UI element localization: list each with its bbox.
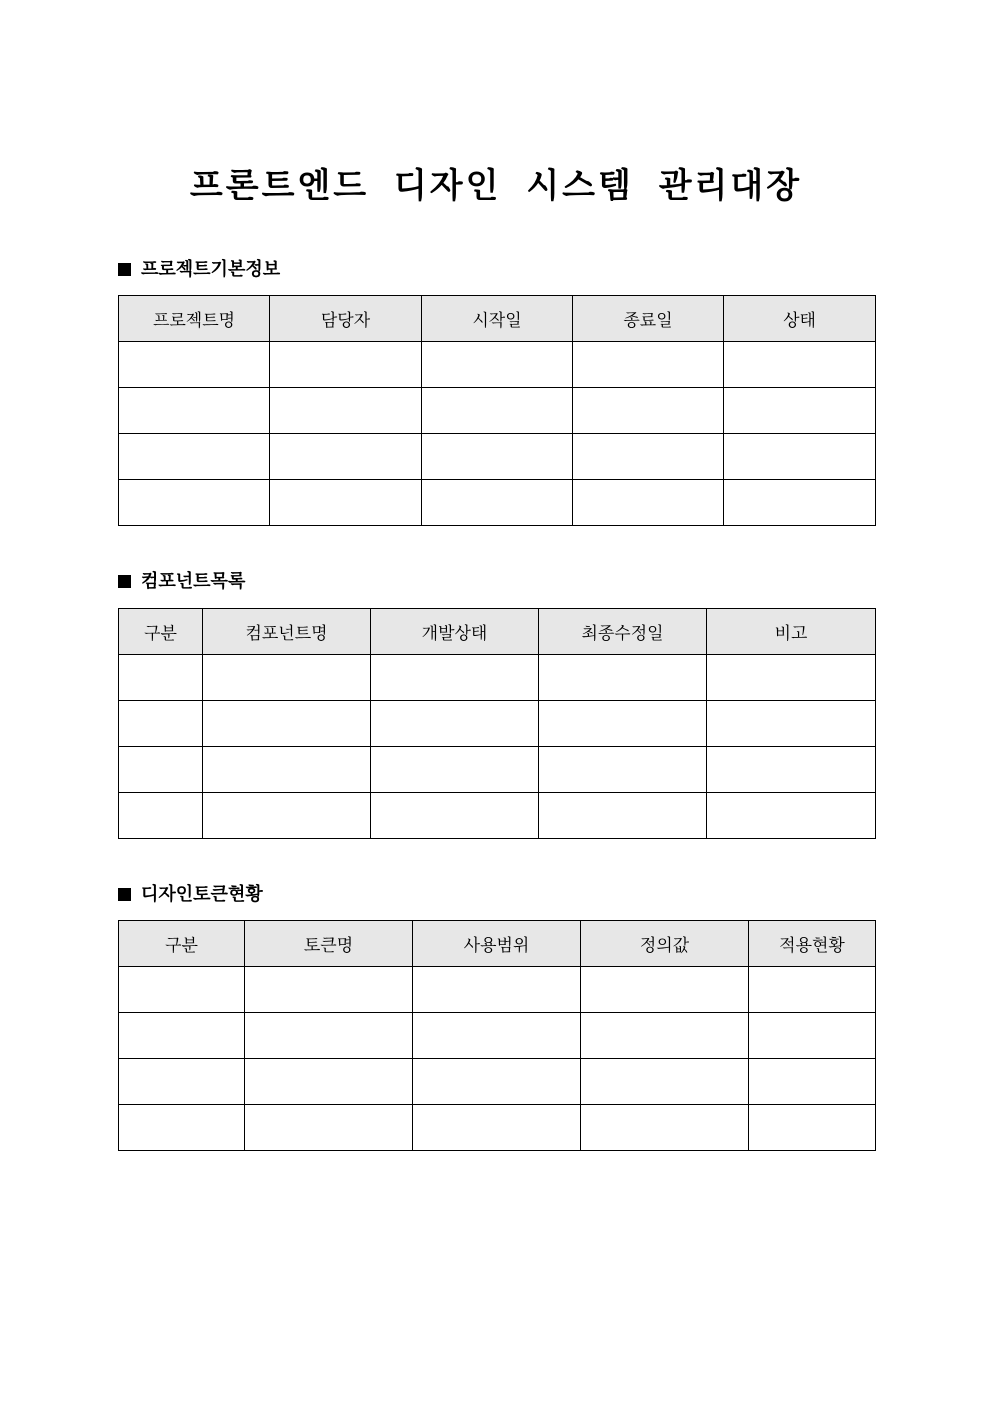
table-row	[119, 480, 876, 526]
column-header: 토큰명	[245, 921, 413, 967]
table-cell[interactable]	[573, 434, 724, 480]
table-cell[interactable]	[573, 342, 724, 388]
column-header: 비고	[707, 609, 876, 655]
table-cell[interactable]	[270, 480, 422, 526]
table-cell[interactable]	[203, 793, 371, 839]
table-cell[interactable]	[749, 1013, 876, 1059]
table-row	[119, 747, 876, 793]
table-cell[interactable]	[203, 701, 371, 747]
table-cell[interactable]	[749, 1059, 876, 1105]
table-cell[interactable]	[119, 967, 245, 1013]
document-title: 프론트엔드 디자인 시스템 관리대장	[189, 166, 803, 206]
table-cell[interactable]	[724, 342, 876, 388]
table-cell[interactable]	[422, 342, 573, 388]
column-header: 구분	[119, 921, 245, 967]
table-row	[119, 342, 876, 388]
table-cell[interactable]	[371, 747, 539, 793]
table-cell[interactable]	[539, 655, 707, 701]
table-cell[interactable]	[119, 793, 203, 839]
table-cell[interactable]	[119, 480, 270, 526]
table-cell[interactable]	[119, 747, 203, 793]
table-row	[119, 1105, 876, 1151]
table-cell[interactable]	[581, 967, 749, 1013]
section-heading-label: 디자인토큰현황	[141, 884, 263, 905]
column-header: 적용현황	[749, 921, 876, 967]
table-cell[interactable]	[119, 1059, 245, 1105]
table-cell[interactable]	[573, 388, 724, 434]
table-cell[interactable]	[707, 793, 876, 839]
table-cell[interactable]	[119, 655, 203, 701]
column-header: 사용범위	[413, 921, 581, 967]
table-cell[interactable]	[573, 480, 724, 526]
table-cell[interactable]	[422, 434, 573, 480]
table-row	[119, 655, 876, 701]
table-cell[interactable]	[270, 434, 422, 480]
table-cell[interactable]	[749, 1105, 876, 1151]
table-cell[interactable]	[413, 1059, 581, 1105]
column-header: 정의값	[581, 921, 749, 967]
table-cell[interactable]	[539, 793, 707, 839]
column-header: 컴포넌트명	[203, 609, 371, 655]
square-bullet-icon	[118, 263, 131, 276]
component-list-table	[118, 608, 876, 839]
table-cell[interactable]	[119, 342, 270, 388]
table-cell[interactable]	[707, 655, 876, 701]
table-cell[interactable]	[245, 967, 413, 1013]
table-header-row	[119, 921, 876, 967]
table-cell[interactable]	[707, 701, 876, 747]
table-cell[interactable]	[245, 1105, 413, 1151]
table-cell[interactable]	[371, 701, 539, 747]
table-cell[interactable]	[724, 434, 876, 480]
table-cell[interactable]	[749, 967, 876, 1013]
design-token-table	[118, 920, 876, 1151]
table-cell[interactable]	[724, 388, 876, 434]
table-cell[interactable]	[270, 342, 422, 388]
column-header: 구분	[119, 609, 203, 655]
table-row	[119, 1013, 876, 1059]
column-header: 상태	[724, 296, 876, 342]
table-cell[interactable]	[203, 655, 371, 701]
table-cell[interactable]	[707, 747, 876, 793]
table-cell[interactable]	[371, 655, 539, 701]
table-cell[interactable]	[119, 1013, 245, 1059]
column-header: 종료일	[573, 296, 724, 342]
column-header: 시작일	[422, 296, 573, 342]
table-row	[119, 967, 876, 1013]
table-row	[119, 388, 876, 434]
square-bullet-icon	[118, 888, 131, 901]
column-header: 담당자	[270, 296, 422, 342]
table-cell[interactable]	[539, 747, 707, 793]
section-heading-component-list	[118, 569, 245, 595]
table-row	[119, 701, 876, 747]
table-cell[interactable]	[422, 480, 573, 526]
table-cell[interactable]	[422, 388, 573, 434]
table-cell[interactable]	[245, 1059, 413, 1105]
table-header-row	[119, 296, 876, 342]
table-row	[119, 1059, 876, 1105]
section-heading-label: 프로젝트기본정보	[141, 259, 281, 280]
table-cell[interactable]	[119, 1105, 245, 1151]
table-cell[interactable]	[724, 480, 876, 526]
table-cell[interactable]	[413, 1105, 581, 1151]
column-header: 최종수정일	[539, 609, 707, 655]
table-cell[interactable]	[119, 388, 270, 434]
section-heading-project-info	[118, 257, 280, 283]
table-header-row	[119, 609, 876, 655]
table-cell[interactable]	[413, 967, 581, 1013]
table-cell[interactable]	[245, 1013, 413, 1059]
table-cell[interactable]	[581, 1059, 749, 1105]
table-row	[119, 793, 876, 839]
table-cell[interactable]	[371, 793, 539, 839]
table-cell[interactable]	[581, 1013, 749, 1059]
table-cell[interactable]	[539, 701, 707, 747]
project-info-table	[118, 295, 876, 526]
table-cell[interactable]	[413, 1013, 581, 1059]
column-header: 프로젝트명	[119, 296, 270, 342]
table-cell[interactable]	[270, 388, 422, 434]
column-header: 개발상태	[371, 609, 539, 655]
section-heading-label: 컴포넌트목록	[141, 571, 246, 592]
table-cell[interactable]	[203, 747, 371, 793]
table-cell[interactable]	[119, 701, 203, 747]
section-heading-design-token-status	[118, 882, 263, 908]
table-cell[interactable]	[119, 434, 270, 480]
table-cell[interactable]	[581, 1105, 749, 1151]
table-row	[119, 434, 876, 480]
square-bullet-icon	[118, 575, 131, 588]
